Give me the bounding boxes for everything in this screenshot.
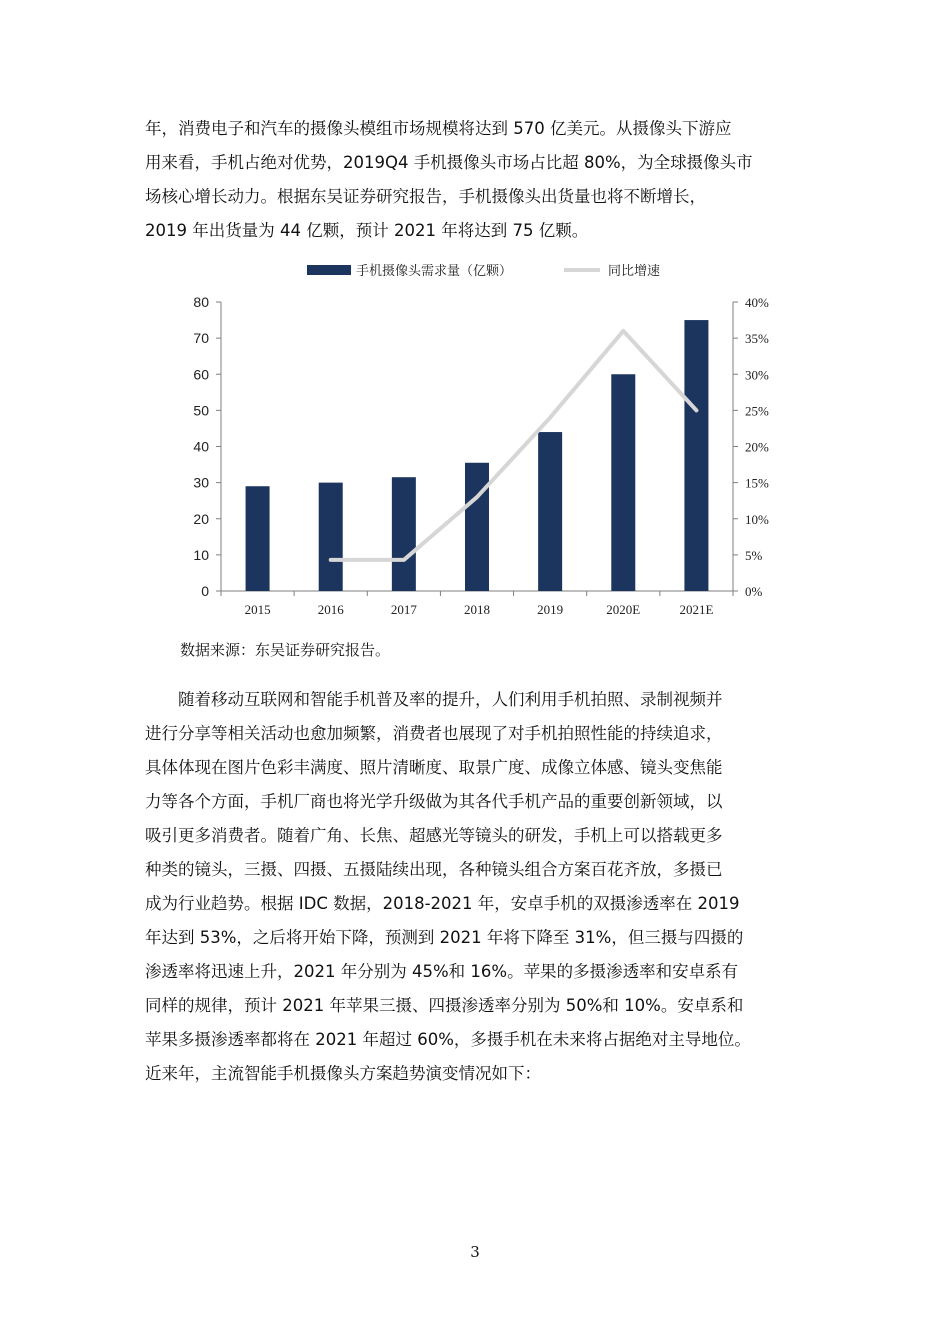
text-line: 力等各个方面，手机厂商也将光学升级做为其各代手机产品的重要创新领域，以 <box>145 792 723 811</box>
y-right-tick-label: 10% <box>745 511 769 527</box>
x-tick-label: 2017 <box>390 602 417 617</box>
y-left-tick-label: 0 <box>201 583 209 599</box>
y-left-tick-label: 40 <box>193 438 209 455</box>
y-right-tick-label: 25% <box>745 403 769 419</box>
paragraph-intro <box>145 112 835 248</box>
bar-2016 <box>319 483 343 591</box>
text-line: 进行分享等相关活动也愈加频繁，消费者也展现了对手机拍照性能的持续追求， <box>145 724 723 743</box>
text-line: 成为行业趋势。根据 IDC 数据，2018-2021 年，安卓手机的双摄渗透率在 2019 <box>145 894 740 913</box>
y-right-tick-label: 40% <box>745 295 769 310</box>
text-line: 苹果多摄渗透率都将在 2021 年超过 60%，多摄手机在未来将占据绝对主导地位。 <box>145 1030 751 1049</box>
paragraph-main <box>145 683 835 1091</box>
y-left-tick-label: 50 <box>193 402 209 419</box>
y-left-tick-label: 10 <box>193 546 209 563</box>
text-line: 年达到 53%，之后将开始下降，预测到 2021 年将下降至 31%，但三摄与四摄的 <box>145 928 744 947</box>
text-line: 近来年，主流智能手机摄像头方案趋势演变情况如下： <box>145 1064 541 1083</box>
legend-line-label: 同比增速 <box>608 264 661 279</box>
text-line: 种类的镜头，三摄、四摄、五摄陆续出现，各种镜头组合方案百花齐放，多摄已 <box>145 860 723 879</box>
text-line: 用来看，手机占绝对优势，2019Q4 手机摄像头市场占比超 80%，为全球摄像头市 <box>145 153 753 172</box>
camera-demand-chart <box>180 252 800 632</box>
x-tick-label: 2020E <box>606 602 641 617</box>
text-line: 年，消费电子和汽车的摄像头模组市场规模将达到 570 亿美元。从摄像头下游应 <box>145 119 732 138</box>
bar-2020E <box>611 374 635 591</box>
bar-2015 <box>246 486 270 591</box>
bar-2019 <box>538 432 562 591</box>
x-tick-label: 2016 <box>317 602 344 617</box>
y-left-tick-label: 60 <box>193 366 209 383</box>
source-note: 数据来源：东吴证券研究报告。 <box>180 641 391 659</box>
bar-2018 <box>465 463 489 591</box>
x-tick-label: 2019 <box>537 602 564 617</box>
x-tick-label: 2021E <box>679 602 714 617</box>
legend-bar-swatch <box>307 265 351 275</box>
text-line: 随着移动互联网和智能手机普及率的提升，人们利用手机拍照、录制视频并 <box>178 690 723 709</box>
text-line: 具体体现在图片色彩丰满度、照片清晰度、取景广度、成像立体感、镜头变焦能 <box>145 758 723 777</box>
text-line: 同样的规律，预计 2021 年苹果三摄、四摄渗透率分别为 50%和 10%。安卓系和 <box>145 996 744 1015</box>
y-right-tick-label: 0% <box>745 584 763 599</box>
bar-2017 <box>392 477 416 591</box>
bar-2021E <box>684 320 708 591</box>
y-right-tick-label: 5% <box>745 547 763 563</box>
y-right-tick-label: 20% <box>745 439 769 455</box>
growth-line <box>331 331 697 560</box>
text-line: 渗透率将迅速上升，2021 年分别为 45%和 16%。苹果的多摄渗透率和安卓系有 <box>145 962 739 981</box>
page-number: 3 <box>470 1243 480 1261</box>
chart-svg <box>180 252 800 632</box>
text-line: 场核心增长动力。根据东吴证券研究报告，手机摄像头出货量也将不断增长， <box>145 187 706 206</box>
y-right-tick-label: 35% <box>745 331 769 347</box>
y-left-tick-label: 70 <box>193 330 209 347</box>
y-left-tick-label: 20 <box>193 510 209 527</box>
y-right-tick-label: 30% <box>745 367 769 383</box>
x-tick-label: 2015 <box>244 602 271 617</box>
x-tick-label: 2018 <box>464 602 490 617</box>
y-left-tick-label: 80 <box>193 294 209 310</box>
text-line: 2019 年出货量为 44 亿颗，预计 2021 年将达到 75 亿颗。 <box>145 221 589 240</box>
y-left-tick-label: 30 <box>193 474 209 491</box>
legend-bar-label: 手机摄像头需求量（亿颗） <box>356 264 513 279</box>
y-right-tick-label: 15% <box>745 475 769 491</box>
text-line: 吸引更多消费者。随着广角、长焦、超感光等镜头的研发，手机上可以搭载更多 <box>145 826 723 845</box>
